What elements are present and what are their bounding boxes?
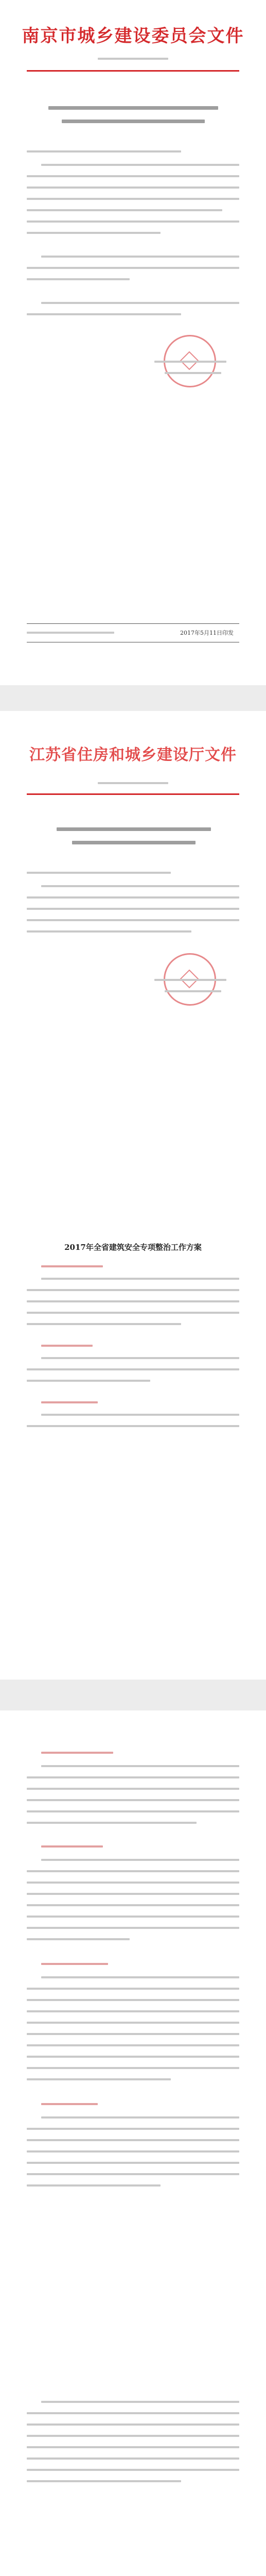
doc3-body-line [27,1904,239,1906]
doc3-body-line [27,1882,239,1884]
doc3-body-line [27,2139,239,2141]
doc1-footer-rule [27,623,239,624]
doc1-masthead: 南京市城乡建设委员会文件 [22,26,244,46]
doc3-body-line [27,2424,239,2426]
doc3-body-line [27,2412,239,2414]
doc3-section-heading [41,2103,98,2105]
doc3-body-line [41,1859,239,1861]
doc2-body-line [41,1357,239,1359]
doc1-body-line [27,232,161,234]
doc2-body-line [41,1278,239,1280]
doc1-headline-line [48,106,218,110]
doc2-body-line [27,896,239,899]
doc3-body-line [27,1999,239,2001]
page-3 [0,1710,266,2576]
doc2-red-rule [27,793,239,795]
doc1-body-line [27,221,239,223]
doc2-section-heading [41,1345,93,1347]
doc1-body-line [41,164,239,166]
doc1-attachment-line [41,302,239,304]
doc3-body-line [27,2480,181,2482]
doc3-body-line [27,2044,239,2046]
doc2-body-line [27,1312,239,1314]
doc3-body-line [27,2446,239,2448]
doc2-section-heading [41,1265,103,1267]
doc3-body-line [27,2078,171,2080]
doc3-body-line [27,1893,239,1895]
doc1-body-line [27,209,222,211]
doc2-masthead: 江苏省住房和城乡建设厅文件 [29,746,237,764]
doc2-section-heading [41,1401,98,1403]
doc3-body-line [27,1776,239,1778]
doc2-number [98,782,168,784]
doc2-headline-line [57,827,211,831]
doc1-body-line [27,278,130,280]
doc2-body-line [27,1323,181,1325]
doc3-body-line [41,2401,239,2403]
doc3-body-line [27,2469,239,2471]
doc2-body-line [27,919,239,921]
doc2-signature-line [165,990,221,992]
doc3-body-line [27,1916,239,1918]
doc1-body-line [27,175,239,177]
doc3-body-line [27,2162,239,2164]
doc1-red-rule [27,70,239,72]
doc2-body-line [41,885,239,887]
doc3-section-heading [41,1845,103,1848]
doc2-signature-line [154,979,226,981]
doc1-signature-line [154,361,226,363]
doc2-body-line [41,1414,239,1416]
doc1-body-line [27,267,239,269]
doc1-headline-line [62,120,205,123]
doc3-body-line [27,2150,239,2153]
doc1-signature-line [165,372,221,374]
doc1-addressee [27,150,181,152]
doc1-body-line [27,187,239,189]
doc3-body-line [41,1976,239,1978]
doc3-section-heading [41,1963,108,1965]
doc2-body-line [27,1380,150,1382]
doc1-body-line [27,198,239,200]
doc3-body-line [27,1938,130,1940]
doc1-number [98,58,168,60]
doc3-body-line [27,1788,239,1790]
doc3-body-line [27,2056,239,2058]
doc1-body-line [41,256,239,258]
doc3-body-line [27,1799,239,1801]
doc3-body-line [41,2116,239,2119]
page-1 [0,0,266,685]
doc3-body-line [27,2033,239,2035]
doc2-headline-line [72,841,196,844]
doc3-body-line [27,2458,239,2460]
doc2-body-line [27,908,239,910]
doc2-body-line [27,1289,239,1291]
doc1-issue-date: 2017年5月11日印发 [180,630,234,636]
doc3-body-line [27,1810,239,1812]
doc3-body-line [27,1870,239,1872]
doc3-body-line [27,1988,239,1990]
doc3-body-line [41,1765,239,1767]
doc3-section-heading [41,1752,113,1754]
doc1-attachment-line [27,313,181,315]
doc3-body-line [27,2022,239,2024]
doc2-body-line [27,1368,239,1370]
doc2-body-line [27,930,191,933]
doc3-body-line [27,1927,239,1929]
doc3-body-line [27,2173,239,2175]
doc3-body-line [27,2184,161,2187]
doc3-body-line [27,2067,239,2069]
doc3-body-line [27,2010,239,2012]
doc2-program-title: 2017年全省建筑安全专项整治工作方案 [64,1243,202,1252]
doc2-body-line [27,1300,239,1302]
doc1-issuer-text [27,632,114,634]
page-2 [0,711,266,1680]
doc3-body-line [27,2435,239,2437]
doc3-body-line [27,2128,239,2130]
doc2-addressee [27,872,171,874]
doc2-body-line [27,1425,239,1427]
doc3-body-line [27,1822,197,1824]
